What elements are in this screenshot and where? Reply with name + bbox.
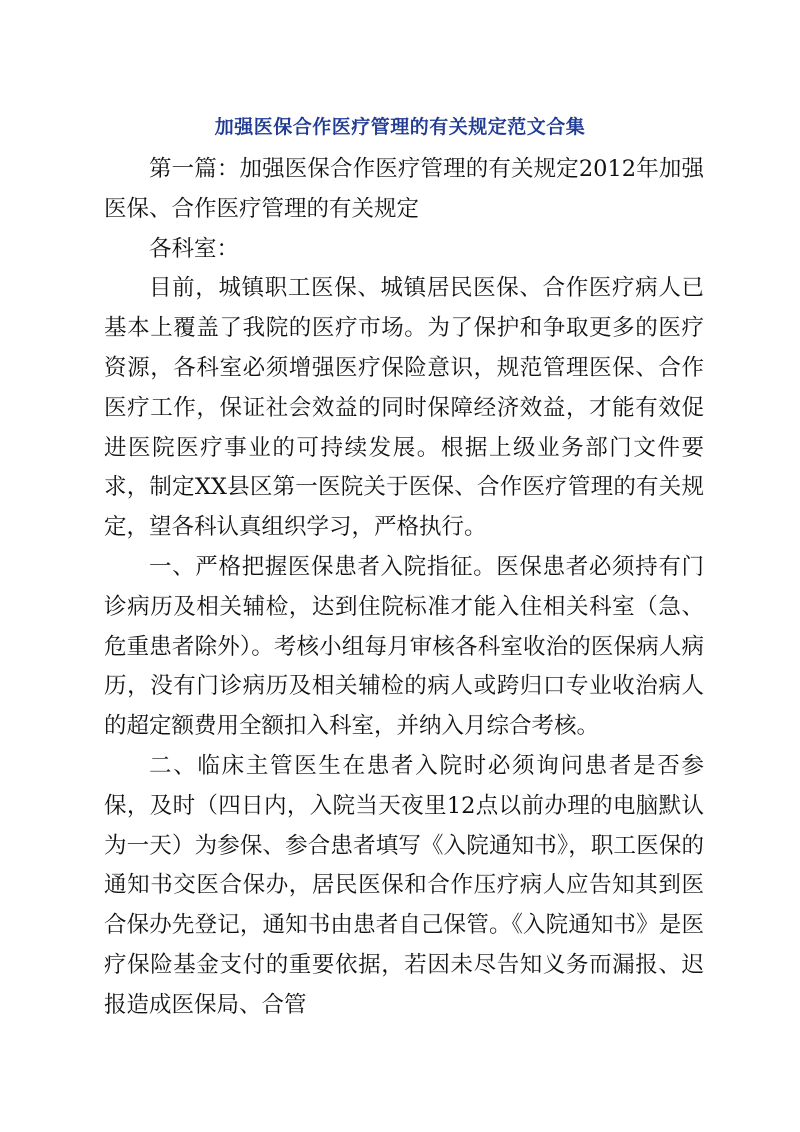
paragraph-item-1: 一、严格把握医保患者入院指征。医保患者必须持有门诊病历及相关辅检，达到住院标准才能入住相关科室（急、危重患者除外）。考核小组每月审核各科室收治的医保病人病历，没有门诊病历及相关辅检的病人或跨归口专业收治病人的超定额费用全额扣入科室，并纳入月综合考核。	[104, 553, 704, 740]
paragraph-heading: 第一篇：加强医保合作医疗管理的有关规定2012年加强医保、合作医疗管理的有关规定	[104, 156, 704, 222]
paragraph-intro: 目前，城镇职工医保、城镇居民医保、合作医疗病人已基本上覆盖了我院的医疗市场。为了保护和争取更多的医疗资源，各科室必须增强医疗保险意识，规范管理医保、合作医疗工作，保证社会效益的同时保障经济效益，才能有效促进医院医疗事业的可持续发展。根据上级业务部门文件要求，制定XX县区第一医院关于医保、合作医疗管理的有关规定，望各科认真组织学习，严格执行。	[104, 275, 704, 541]
document-body	[104, 150, 704, 1026]
paragraph-salutation: 各科室：	[149, 235, 240, 262]
document-title: 加强医保合作医疗管理的有关规定范文合集	[214, 116, 586, 138]
paragraph-item-2: 二、临床主管医生在患者入院时必须询问患者是否参保，及时（四日内，入院当天夜里12点以前办理的电脑默认为一天）为参保、参合患者填写《入院通知书》，职工医保的通知书交医合保办，居民医保和合作压疗病人应告知其到医合保办先登记，通知书由患者自己保管。《入院通知书》是医疗保险基金支付的重要依据，若因未尽告知义务而漏报、迟报造成医保局、合管	[104, 752, 704, 1018]
